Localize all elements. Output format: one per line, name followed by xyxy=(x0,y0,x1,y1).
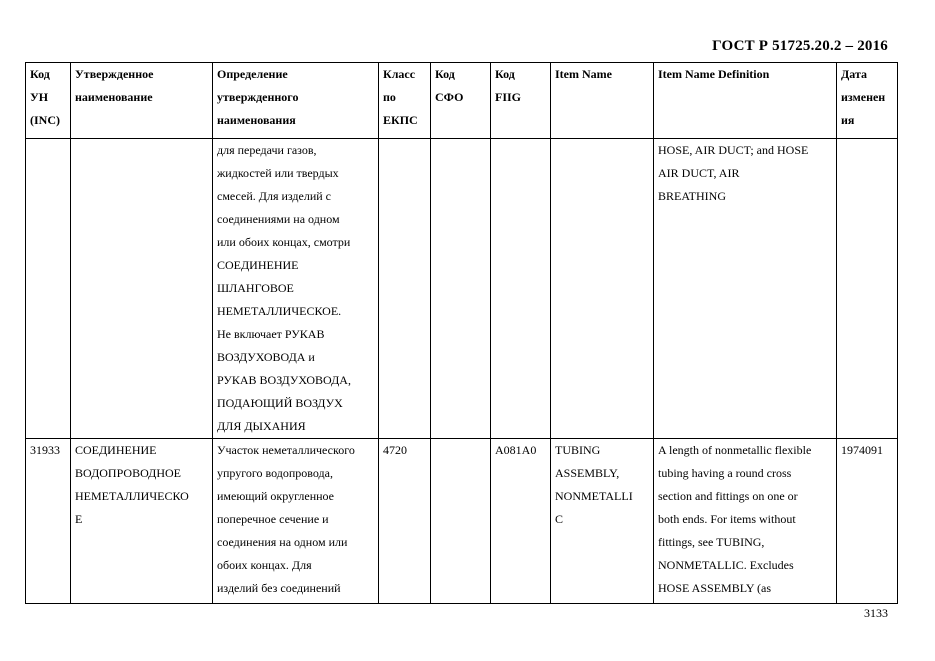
cell-item-name-definition: HOSE, AIR DUCT; and HOSE AIR DUCT, AIR BREATHING xyxy=(654,139,837,439)
table-row xyxy=(26,439,898,604)
col-header-item-name: Item Name xyxy=(551,63,654,139)
cell-approved-name: СОЕДИНЕНИЕ ВОДОПРОВОДНОЕ НЕМЕТАЛЛИЧЕСКО Е xyxy=(71,439,213,604)
col-header-sfo-code: Код СФО xyxy=(431,63,491,139)
cell-item-name xyxy=(551,139,654,439)
col-header-item-name-definition: Item Name Definition xyxy=(654,63,837,139)
col-header-change-date: Дата изменен ия xyxy=(837,63,898,139)
cell-fiig-code: A081A0 xyxy=(491,439,551,604)
col-header-approved-name: Утвержденное наименование xyxy=(71,63,213,139)
col-header-inc-code: Код УН (INC) xyxy=(26,63,71,139)
cell-definition: Участок неметаллического упругого водопровода, имеющий округленное поперечное сечение и соединения на одном или обоих концах. Для изделий без соединений xyxy=(213,439,379,604)
table-row xyxy=(26,139,898,439)
cell-sfo-code xyxy=(431,139,491,439)
col-header-ekps-class: Класс по ЕКПС xyxy=(379,63,431,139)
cell-item-name-definition: A length of nonmetallic flexible tubing having a round cross section and fittings on one or both ends. For items without fittings, see TUBING, NONMETALLIC. Excludes HOSE ASSEMBLY (as xyxy=(654,439,837,604)
col-header-fiig-code: Код FIIG xyxy=(491,63,551,139)
cell-ekps-class xyxy=(379,139,431,439)
cell-inc-code: 31933 xyxy=(26,439,71,604)
page-number: 3133 xyxy=(864,606,888,620)
cell-change-date xyxy=(837,139,898,439)
cell-approved-name xyxy=(71,139,213,439)
cell-fiig-code xyxy=(491,139,551,439)
cell-sfo-code xyxy=(431,439,491,604)
cell-inc-code xyxy=(26,139,71,439)
cell-change-date: 1974091 xyxy=(837,439,898,604)
catalog-table xyxy=(25,62,898,604)
table-header-row xyxy=(26,63,898,139)
cell-ekps-class: 4720 xyxy=(379,439,431,604)
cell-item-name: TUBING ASSEMBLY, NONMETALLI C xyxy=(551,439,654,604)
document-standard-header: ГОСТ Р 51725.20.2 – 2016 xyxy=(712,38,888,54)
cell-definition: для передачи газов, жидкостей или твердых смесей. Для изделий с соединениями на одном или обоих концах, смотри СОЕДИНЕНИЕ ШЛАНГОВОЕ НЕМЕТАЛЛИЧЕСКОЕ. Не включает РУКАВ ВОЗДУХОВОДА и РУКАВ ВОЗДУХОВОДА, ПОДАЮЩИЙ ВОЗДУХ ДЛЯ ДЫХАНИЯ xyxy=(213,139,379,439)
col-header-definition: Определение утвержденного наименования xyxy=(213,63,379,139)
